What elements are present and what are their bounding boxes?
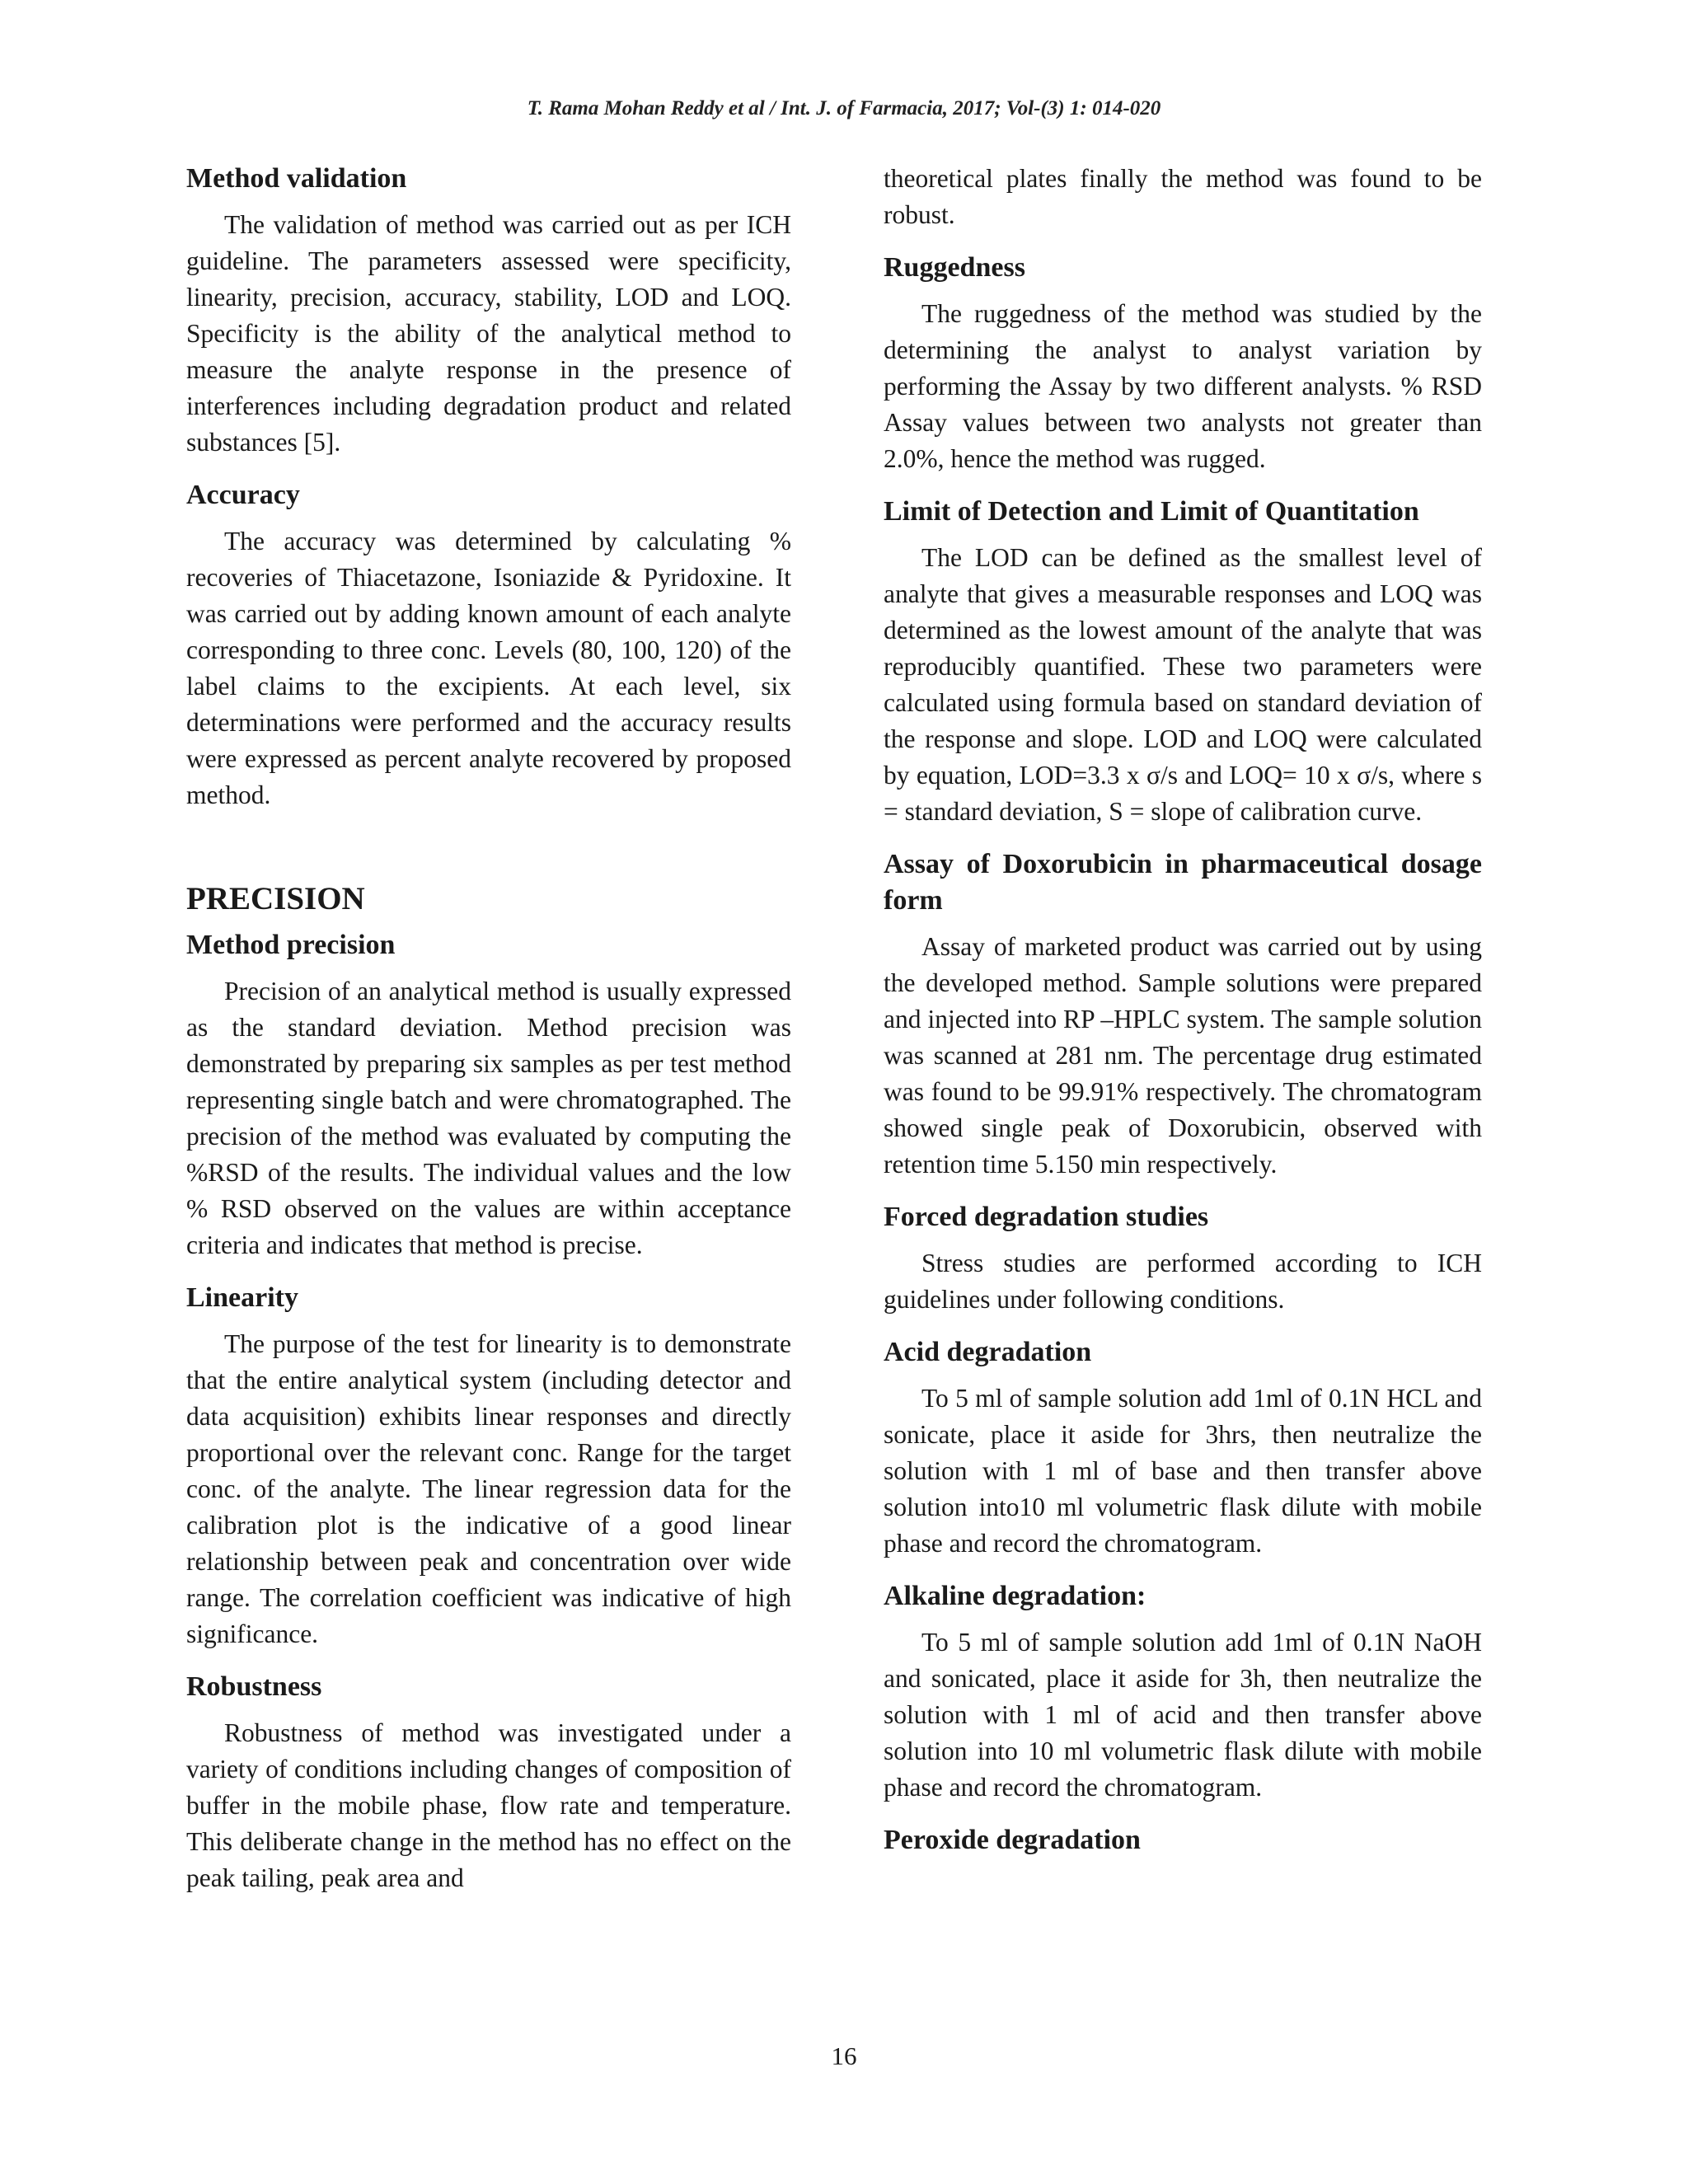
section-heading: Acid degradation [884,1337,1092,1367]
body-paragraph: The ruggedness of the method was studied by the determining the analyst to analyst variation by performing the Assay by two different analysts. % RSD Assay values between two analysts not greater than 2.0%, hence the method was rugged. [884,299,1482,473]
body-paragraph: Precision of an analytical method is usually expressed as the standard deviation. Method precision was demonstrated by preparing six samples as per test method representing single batch and were chromatographed. The precision of the method was evaluated by computing the %RSD of the results. The individual values and the low % RSD observed on the values are within acceptance criteria and indicates that method is precise. [186,977,791,1259]
section-heading: Method precision [186,930,396,960]
section-method-validation [186,161,791,461]
body-paragraph: To 5 ml of sample solution add 1ml of 0.1N NaOH and sonicated, place it aside for 3h, then neutralize the solution with 1 ml of acid and then transfer above solution into 10 ml volumetric flask dilute with mobile phase and record the chromatogram. [884,1628,1482,1802]
body-paragraph: To 5 ml of sample solution add 1ml of 0.1N HCL and sonicate, place it aside for 3hrs, then neutralize the solution with 1 ml of base and then transfer above solution into10 ml volumetric flask dilute with mobile phase and record the chromatogram. [884,1384,1482,1558]
section-linearity [186,1280,791,1652]
body-paragraph: Robustness of method was investigated under a variety of conditions including changes of composition of buffer in the mobile phase, flow rate and temperature. This deliberate change in the method has no effect on the peak tailing, peak area and [186,1718,791,1892]
page-number: 16 [831,2041,857,2070]
section-heading: Limit of Detection and Limit of Quantitation [884,496,1419,527]
right-column [884,161,1482,1868]
left-column [186,161,791,1913]
body-paragraph: The accuracy was determined by calculating % recoveries of Thiacetazone, Isoniazide & Pyridoxine. It was carried out by adding known amount of each analyte corresponding to three conc. Levels (80, 100, 120) of the label claims to the excipients. At each level, six determinations were performed and the accuracy results were expressed as percent analyte recovered by proposed method. [186,527,791,809]
section-heading: Peroxide degradation [884,1825,1141,1855]
section-accuracy [186,477,791,813]
section-peroxide-degradation [884,1822,1482,1858]
section-lod-loq [884,494,1482,830]
section-heading: Forced degradation studies [884,1202,1209,1232]
running-header: T. Rama Mohan Reddy et al / Int. J. of Farmacia, 2017; Vol-(3) 1: 014-020 [527,97,1161,120]
section-acid-degradation [884,1334,1482,1562]
section-heading: Alkaline degradation: [884,1581,1146,1611]
section-assay [884,846,1482,1183]
body-paragraph: Assay of marketed product was carried out by using the developed method. Sample solutions were prepared and injected into RP –HPLC system. The sample solution was scanned at 281 nm. The percentage drug estimated was found to be 99.91% respectively. The chromatogram showed single peak of Doxorubicin, observed with retention time 5.150 min respectively. [884,932,1482,1179]
body-paragraph: The LOD can be defined as the smallest level of analyte that gives a measurable responses and LOQ was determined as the lowest amount of the analyte that was reproducibly quantified. These two parameters were calculated using formula based on standard deviation of the response and slope. LOD and LOQ were calculated by equation, LOD=3.3 x σ/s and LOQ= 10 x σ/s, where s = standard deviation, S = slope of calibration curve. [884,543,1482,826]
body-paragraph-continued: theoretical plates finally the method was found to be robust. [884,164,1482,229]
section-heading: Linearity [186,1282,298,1313]
section-ruggedness [884,250,1482,477]
section-heading: Accuracy [186,480,300,510]
section-heading: Method validation [186,163,407,194]
section-robustness [186,1669,791,1896]
body-paragraph: Stress studies are performed according to ICH guidelines under following conditions. [884,1249,1482,1314]
body-paragraph: The validation of method was carried out as per ICH guideline. The parameters assessed were specificity, linearity, precision, accuracy, stability, LOD and LOQ. Specificity is the ability of the analytical method to measure the analyte response in the presence of interferences including degradation product and related substances [5]. [186,210,791,457]
body-paragraph: The purpose of the test for linearity is to demonstrate that the entire analytical system (including detector and data acquisition) exhibits linear responses and directly proportional over the relevant conc. Range for the target conc. of the analyte. The linear regression data for the calibration plot is the indicative of a good linear relationship between peak and concentration over wide range. The correlation coefficient was indicative of high significance. [186,1329,791,1648]
section-heading: Ruggedness [884,252,1025,283]
precision-heading: PRECISION [186,881,365,916]
section-heading: Assay of Doxorubicin in pharmaceutical dosage form [884,849,1482,916]
section-forced-degradation [884,1199,1482,1318]
section-heading: Robustness [186,1671,322,1702]
section-alkaline-degradation [884,1578,1482,1806]
section-method-precision [186,927,791,1263]
